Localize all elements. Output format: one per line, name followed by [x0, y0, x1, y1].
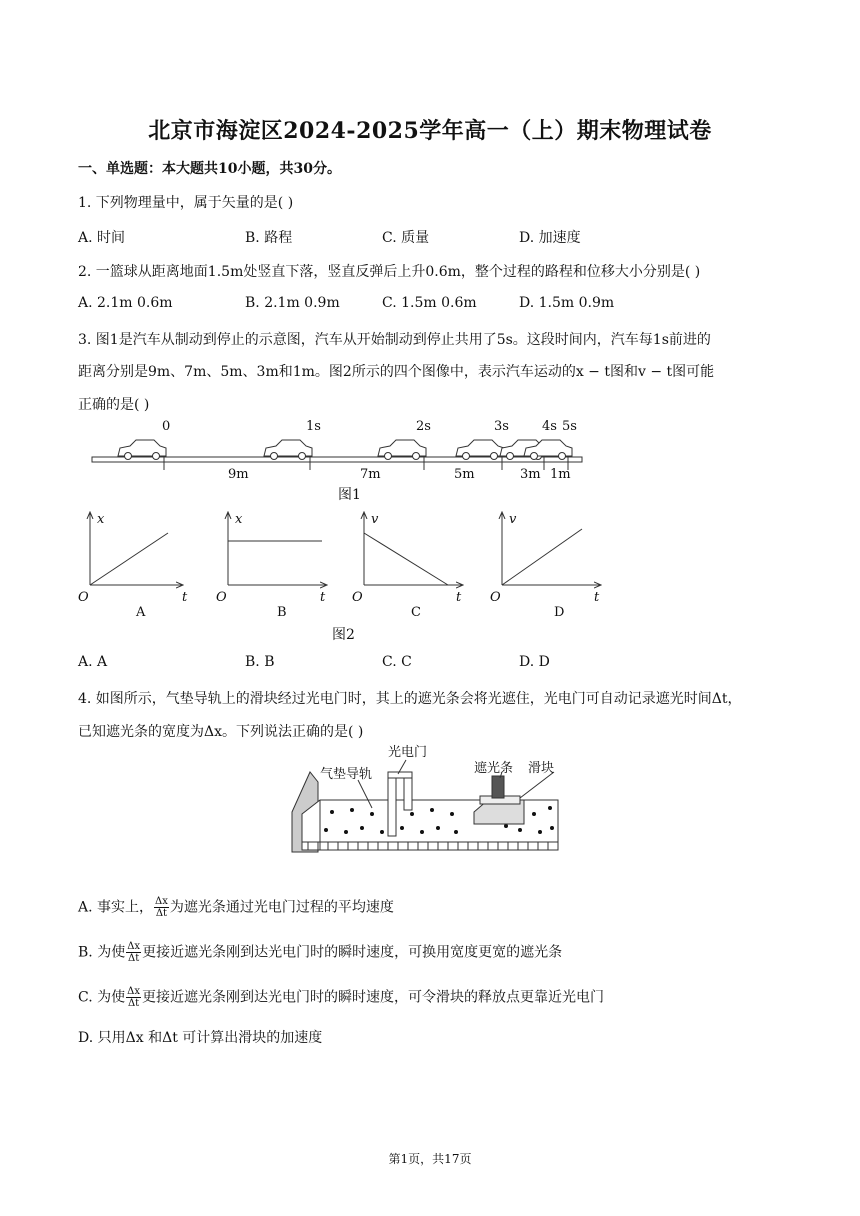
question-1-stem: 1. 下列物理量中，属于矢量的是( ) [78, 195, 294, 211]
question-4-stem-line1: 4. 如图所示，气垫导轨上的滑块经过光电门时，其上的遮光条会将光遮住，光电门可自动记录遮光时间Δt， [78, 691, 742, 707]
graph-c-label: C [411, 605, 421, 620]
section-header: 一、单选题：本大题共10小题，共30分。 [78, 161, 341, 177]
fig1-caption: 图1 [338, 487, 361, 503]
page-footer: 第1页，共17页 [388, 1152, 472, 1166]
label-photogate: 光电门 [388, 745, 428, 760]
question-2-stem: 2. 一篮球从距离地面1.5m处竖直下落，竖直反弹后上升0.6m，整个过程的路程和位移大小分别是( ) [78, 264, 701, 280]
q4-option-a [78, 896, 394, 919]
graph-a-xaxis: t [182, 590, 188, 605]
graph-c [364, 513, 462, 585]
graph-a-label: A [136, 605, 146, 620]
q2-option-a: A. 2.1m 0.6m [78, 295, 173, 311]
q2-option-b: B. 2.1m 0.9m [245, 295, 340, 311]
graph-b-origin: O [216, 590, 227, 605]
light-strip [492, 776, 504, 798]
graph-d-yaxis: v [509, 512, 517, 527]
fraction-denominator: Δt [128, 953, 140, 964]
fig1-distance-5: 1m [550, 467, 571, 482]
graph-b-yaxis: x [235, 512, 243, 527]
graph-a-yaxis: x [97, 512, 105, 527]
graph-c-yaxis: v [371, 512, 379, 527]
figure-1-car-braking [88, 412, 588, 507]
q3-option-c: C. C [382, 654, 412, 670]
q4-option-c [78, 986, 604, 1009]
graph-d-xaxis: t [594, 590, 600, 605]
q1-option-d: D. 加速度 [519, 230, 581, 246]
fig1-time-5: 5s [562, 419, 577, 434]
fig1-distance-2: 7m [360, 467, 381, 482]
question-3-stem-line3: 正确的是( ) [78, 397, 150, 413]
graph-c-origin: O [352, 590, 363, 605]
fig1-distance-1: 9m [228, 467, 249, 482]
label-light-strip: 遮光条 [474, 761, 514, 776]
question-3-stem-line1: 3. 图1是汽车从制动到停止的示意图，汽车从开始制动到停止共用了5s。这段时间内，汽车每1s前进的 [78, 332, 711, 348]
figure-2-graphs [70, 505, 610, 650]
fraction-denominator: Δt [127, 998, 140, 1009]
graph-b [228, 513, 326, 585]
q3-option-d: D. D [519, 654, 550, 670]
fraction-denominator: Δt [155, 908, 168, 919]
q4-option-c-prefix: C. 为使 [78, 989, 126, 1006]
graph-b-xaxis: t [320, 590, 326, 605]
fraction-dx-dt [154, 896, 169, 919]
fraction-dx-dt [126, 986, 141, 1009]
fig1-time-0: 0 [162, 419, 171, 434]
q2-option-d: D. 1.5m 0.9m [519, 295, 615, 311]
q4-option-a-prefix: A. 事实上， [78, 899, 154, 916]
graph-c-xaxis: t [456, 590, 462, 605]
q1-option-a: A. 时间 [78, 230, 126, 246]
q4-option-b-text: 更接近遮光条刚到达光电门时的瞬时速度，可换用宽度更宽的遮光条 [142, 944, 563, 961]
label-air-track: 气垫导轨 [320, 767, 373, 782]
q4-option-b-prefix: B. 为使 [78, 944, 126, 961]
page-title: 北京市海淀区2024-2025学年高一（上）期末物理试卷 [148, 118, 712, 144]
slider [474, 776, 524, 824]
fig1-distance-3: 5m [454, 467, 475, 482]
fraction-numerator: Δx [127, 986, 140, 997]
fig1-time-2: 2s [416, 419, 431, 434]
q4-option-d: D. 只用Δx 和Δt 可计算出滑块的加速度 [78, 1030, 323, 1046]
graph-a-origin: O [78, 590, 89, 605]
graph-d-label: D [554, 605, 565, 620]
fig1-time-3: 3s [494, 419, 509, 434]
q1-option-c: C. 质量 [382, 230, 430, 246]
fraction-numerator: Δx [155, 896, 168, 907]
figure-air-track [288, 742, 563, 857]
q3-option-a: A. A [78, 654, 108, 670]
q4-option-a-text: 为遮光条通过光电门过程的平均速度 [169, 899, 394, 916]
fraction-dx-dt [126, 941, 141, 964]
question-3-stem-line2: 距离分别是9m、7m、5m、3m和1m。图2所示的四个图像中，表示汽车运动的x − t图和v − t图可能 [78, 364, 715, 380]
question-4-stem-line2: 已知遮光条的宽度为Δx。下列说法正确的是( ) [78, 724, 364, 740]
fig1-distance-4: 3m [520, 467, 541, 482]
graph-d [502, 513, 600, 585]
fig1-time-1: 1s [306, 419, 321, 434]
q3-option-b: B. B [245, 654, 275, 670]
fraction-numerator: Δx [127, 941, 141, 952]
q4-option-c-text: 更接近遮光条刚到达光电门时的瞬时速度，可令滑块的释放点更靠近光电门 [142, 989, 604, 1006]
fig2-caption: 图2 [332, 627, 355, 643]
label-slider: 滑块 [528, 761, 555, 776]
graph-b-label: B [277, 605, 287, 620]
q4-option-b [78, 941, 562, 964]
graph-d-origin: O [490, 590, 501, 605]
q1-option-b: B. 路程 [245, 230, 293, 246]
q2-option-c: C. 1.5m 0.6m [382, 295, 477, 311]
fig1-time-4: 4s [542, 419, 557, 434]
